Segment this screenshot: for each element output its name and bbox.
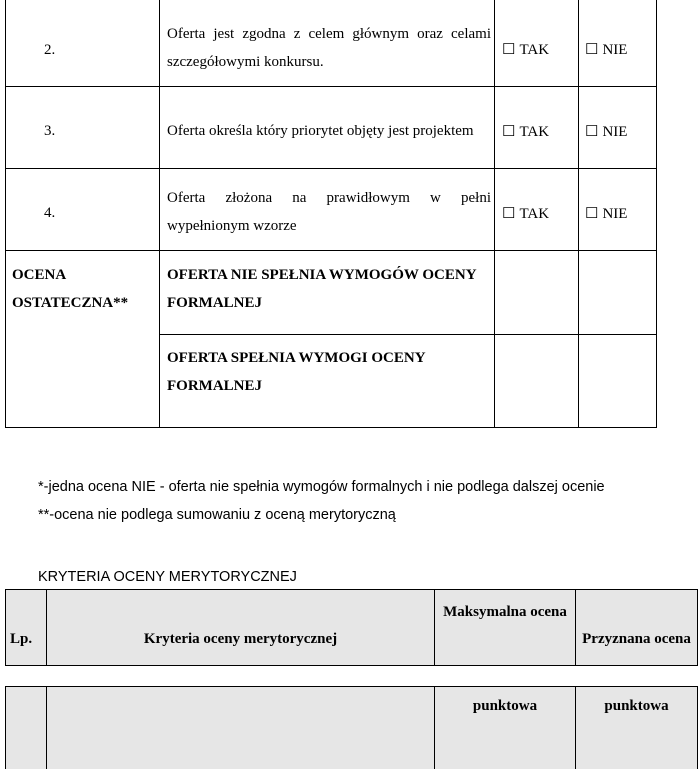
row-number: 4. bbox=[44, 205, 56, 221]
checkbox-icon[interactable]: ☐ bbox=[502, 124, 516, 140]
final-checkbox-yes-cell[interactable] bbox=[495, 251, 578, 427]
column-header-awarded-score: Przyznana ocena bbox=[582, 631, 691, 647]
final-checkbox-no-cell[interactable] bbox=[579, 251, 656, 427]
checkbox-icon[interactable]: ☐ bbox=[502, 42, 516, 58]
footnote: *-jedna ocena NIE - oferta nie spełnia wymogów formalnych i nie podlega dalszej ocenie bbox=[38, 479, 605, 495]
no-label: NIE bbox=[602, 206, 628, 222]
section-heading: KRYTERIA OCENY MERYTORYCZNEJ bbox=[38, 569, 297, 585]
column-header-max-score: Maksymalna ocena bbox=[443, 604, 567, 620]
criterion-text: Oferta złożona na prawidłowym w pełni wypełnionym wzorze bbox=[167, 190, 491, 234]
row-number: 3. bbox=[44, 123, 56, 139]
final-evaluation-label: OCENA OSTATECZNA** bbox=[12, 267, 129, 311]
yes-option[interactable] bbox=[502, 118, 549, 146]
awarded-score-unit: punktowa bbox=[604, 698, 669, 714]
criterion-text: Oferta określa który priorytet objęty jest projektem bbox=[167, 123, 474, 139]
yes-label: TAK bbox=[519, 206, 550, 222]
no-option[interactable] bbox=[585, 118, 627, 146]
yes-option[interactable] bbox=[502, 200, 549, 228]
yes-option[interactable] bbox=[502, 36, 549, 64]
final-option-meets: OFERTA SPEŁNIA WYMOGI OCENY FORMALNEJ bbox=[167, 350, 425, 394]
checkbox-icon[interactable]: ☐ bbox=[585, 206, 599, 222]
checkbox-icon[interactable]: ☐ bbox=[585, 124, 599, 140]
no-label: NIE bbox=[602, 124, 628, 140]
footnote: **-ocena nie podlega sumowaniu z oceną merytoryczną bbox=[38, 507, 396, 523]
row-number: 2. bbox=[44, 42, 56, 58]
column-header-lp: Lp. bbox=[10, 631, 33, 647]
yes-label: TAK bbox=[519, 42, 550, 58]
no-option[interactable] bbox=[585, 36, 627, 64]
column-header-criteria: Kryteria oceny merytorycznej bbox=[143, 631, 338, 647]
checkbox-icon[interactable]: ☐ bbox=[502, 206, 516, 222]
no-label: NIE bbox=[602, 42, 628, 58]
yes-label: TAK bbox=[519, 124, 550, 140]
no-option[interactable] bbox=[585, 200, 627, 228]
criterion-text: Oferta jest zgodna z celem głównym oraz celami szczegółowymi konkursu. bbox=[167, 26, 491, 70]
checkbox-icon[interactable]: ☐ bbox=[585, 42, 599, 58]
final-option-not-meets: OFERTA NIE SPEŁNIA WYMOGÓW OCENY FORMALNEJ bbox=[167, 267, 476, 311]
max-score-unit: punktowa bbox=[472, 698, 538, 714]
